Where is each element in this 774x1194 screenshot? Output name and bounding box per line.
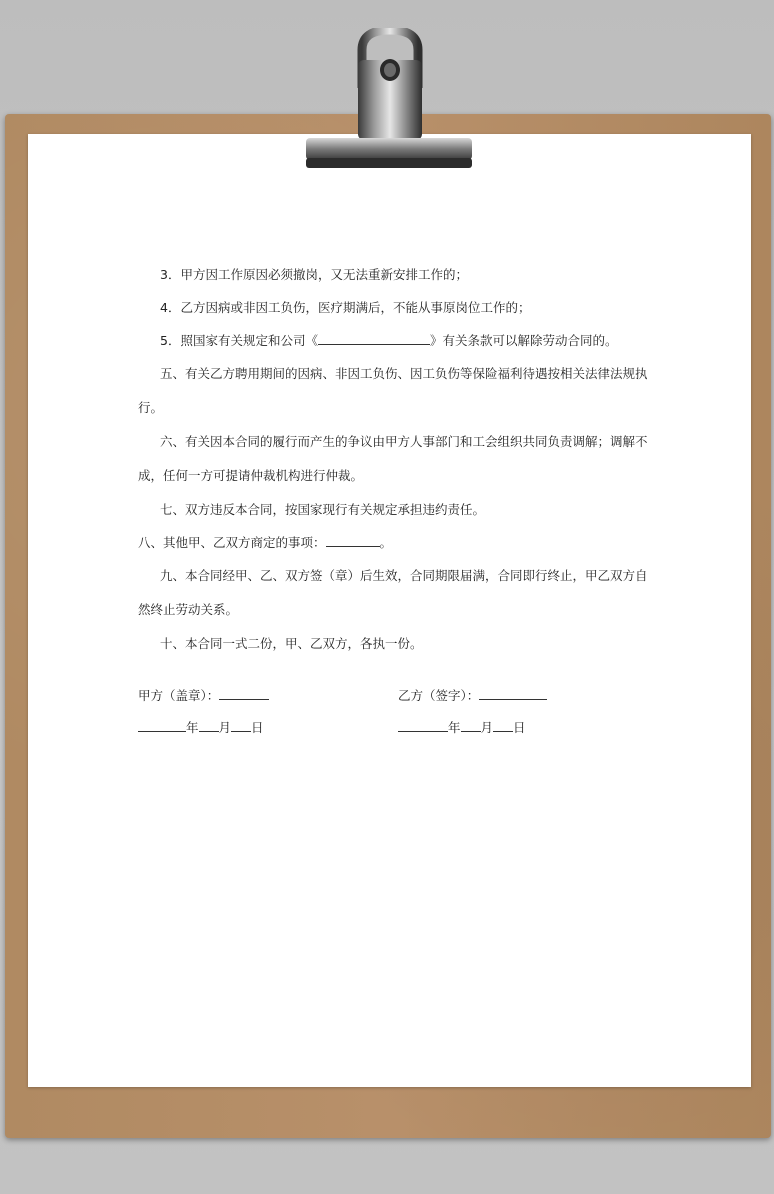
month-label: 月 — [480, 720, 494, 735]
clause-8-text: 八、其他甲、乙双方商定的事项： — [138, 535, 326, 550]
party-a-date — [138, 718, 264, 736]
day-label: 日 — [513, 720, 526, 735]
clause-6: 六、有关因本合同的履行而产生的争议由甲方人事部门和工会组织共同负责调解；调解不成，任何一方可提请仲裁机构进行仲裁。 — [138, 434, 648, 483]
blank-line — [398, 719, 448, 732]
item-5 — [138, 324, 653, 357]
clause-9: 九、本合同经甲、乙、双方签（章）后生效，合同期限届满，合同即行终止，甲乙双方自然终止劳动关系。 — [138, 568, 648, 617]
party-b-signature — [398, 686, 547, 704]
item-3: 3．甲方因工作原因必须撤岗，又无法重新安排工作的； — [160, 267, 468, 282]
party-b-label: 乙方（签字）： — [398, 688, 480, 703]
blank-line — [493, 719, 513, 732]
binder-clip-icon — [296, 28, 478, 178]
clause-8 — [138, 526, 653, 559]
day-label: 日 — [251, 720, 264, 735]
party-a-seal — [138, 686, 269, 704]
contract-body — [138, 258, 653, 660]
item-5-text-start: 5．照国家有关规定和公司《 — [160, 333, 318, 348]
blank-line — [461, 719, 481, 732]
blank-line — [318, 332, 430, 345]
party-a-label: 甲方（盖章）： — [138, 688, 220, 703]
year-label: 年 — [448, 720, 461, 735]
blank-line — [479, 687, 547, 700]
clause-5: 五、有关乙方聘用期间的因病、非因工负伤、因工负伤等保险福利待遇按相关法律法规执行。 — [138, 366, 648, 415]
blank-line — [219, 687, 269, 700]
clause-8-end: 。 — [379, 535, 393, 550]
clause-10: 十、本合同一式二份，甲、乙双方，各执一份。 — [160, 636, 423, 651]
party-b-date — [398, 718, 526, 736]
blank-line — [231, 719, 251, 732]
blank-line — [138, 719, 186, 732]
month-label: 月 — [218, 720, 232, 735]
year-label: 年 — [186, 720, 199, 735]
clause-7: 七、双方违反本合同，按国家现行有关规定承担违约责任。 — [160, 502, 486, 517]
item-4: 4．乙方因病或非因工负伤，医疗期满后，不能从事原岗位工作的； — [160, 300, 531, 315]
item-5-text-end: 》有关条款可以解除劳动合同的。 — [429, 333, 618, 348]
blank-line — [199, 719, 219, 732]
blank-line — [326, 534, 380, 547]
